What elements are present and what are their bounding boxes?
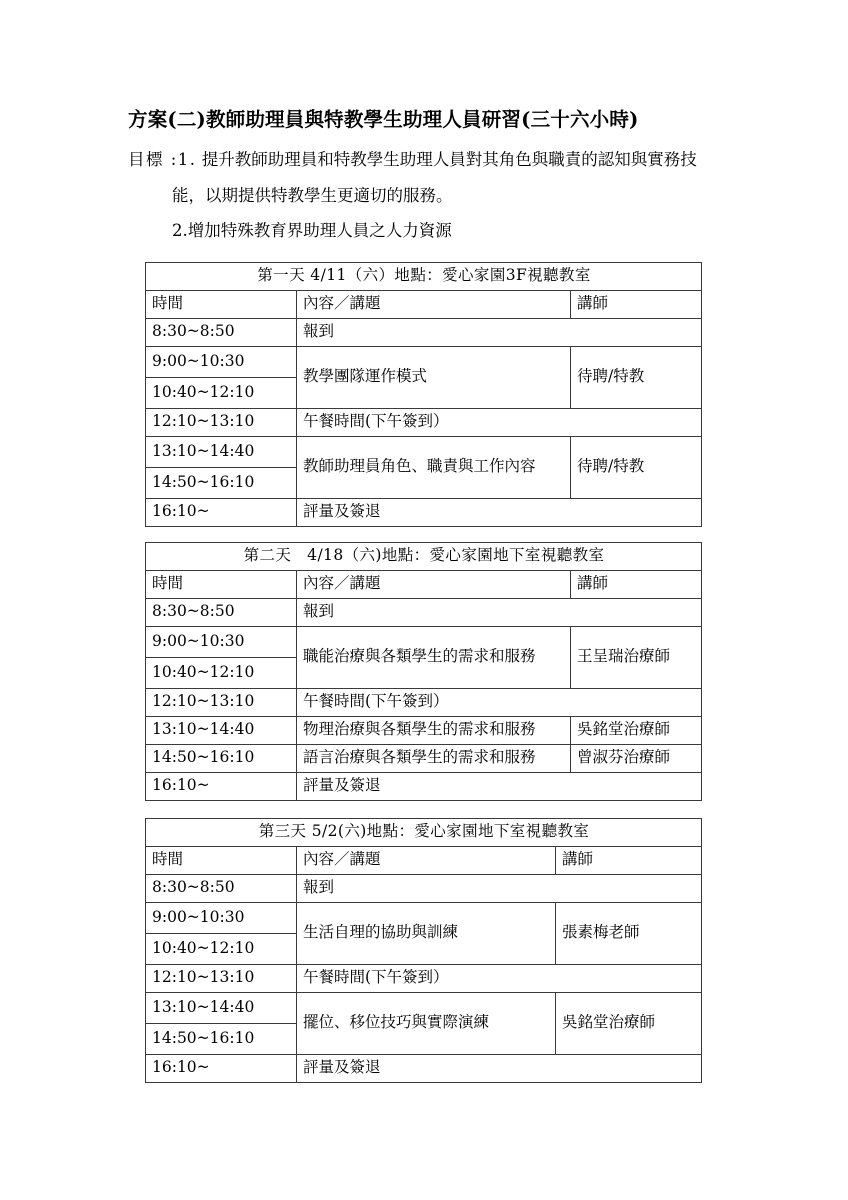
cell-time: 9:00~10:30 (146, 903, 297, 934)
cell-content: 報到 (297, 599, 702, 627)
cell-lecturer: 張素梅老師 (556, 903, 702, 965)
objective-item-2: 2.增加特殊教育界助理人員之人力資源 (172, 221, 452, 240)
table-row (146, 903, 702, 934)
table-header-row (146, 847, 702, 875)
cell-time: 14:50~16:10 (146, 468, 297, 499)
table-row (146, 437, 702, 468)
column-header-time: 時間 (146, 571, 297, 599)
cell-content: 報到 (297, 319, 702, 347)
objective-item-1 (128, 152, 718, 169)
column-header-time: 時間 (146, 291, 297, 319)
cell-time: 8:30~8:50 (146, 875, 297, 903)
cell-content: 評量及簽退 (297, 499, 702, 527)
cell-lecturer: 吳銘堂治療師 (556, 993, 702, 1055)
column-header-content: 內容／講題 (297, 847, 556, 875)
objective-label: 目標 :1. (128, 150, 197, 169)
table-row (146, 993, 702, 1024)
column-header-lecturer: 講師 (571, 291, 702, 319)
cell-time: 14:50~16:10 (146, 1024, 297, 1055)
objective-item-1-cont: 能，以期提供特教學生更適切的服務。 (172, 185, 453, 205)
column-header-lecturer: 講師 (571, 571, 702, 599)
objectives-block (128, 152, 718, 240)
cell-content: 報到 (297, 875, 702, 903)
cell-content: 語言治療與各類學生的需求和服務 (297, 745, 571, 773)
table-row (146, 875, 702, 903)
cell-content: 評量及簽退 (297, 1055, 702, 1083)
table-row (146, 1055, 702, 1083)
cell-time: 10:40~12:10 (146, 378, 297, 409)
cell-content: 評量及簽退 (297, 773, 702, 801)
table-header-row (146, 291, 702, 319)
table-row (146, 773, 702, 801)
page-title: 方案(二)教師助理員與特教學生助理人員研習(三十六小時) (128, 108, 639, 131)
cell-time: 9:00~10:30 (146, 347, 297, 378)
cell-time: 13:10~14:40 (146, 437, 297, 468)
cell-lecturer: 曾淑芬治療師 (571, 745, 702, 773)
cell-lecturer: 王呈瑞治療師 (571, 627, 702, 689)
cell-time: 14:50~16:10 (146, 745, 297, 773)
table-row (146, 599, 702, 627)
table-row (146, 965, 702, 993)
table-caption-row (146, 543, 702, 571)
table-row (146, 499, 702, 527)
table-row (146, 745, 702, 773)
column-header-content: 內容／講題 (297, 291, 571, 319)
table-caption: 第三天 5/2(六)地點：愛心家園地下室視聽教室 (146, 819, 702, 847)
cell-time: 10:40~12:10 (146, 658, 297, 689)
objective-text-1: 提升教師助理員和特教學生助理人員對其角色與職責的認知與實務技 (201, 150, 697, 169)
table-row (146, 319, 702, 347)
column-header-content: 內容／講題 (297, 571, 571, 599)
cell-content: 物理治療與各類學生的需求和服務 (297, 717, 571, 745)
schedule-table-day1 (145, 262, 702, 527)
cell-lecturer: 待聘/特教 (571, 437, 702, 499)
cell-lecturer: 吳銘堂治療師 (571, 717, 702, 745)
cell-time: 13:10~14:40 (146, 993, 297, 1024)
table-row (146, 627, 702, 658)
cell-time: 10:40~12:10 (146, 934, 297, 965)
cell-time: 8:30~8:50 (146, 599, 297, 627)
schedule-table-day2 (145, 542, 702, 801)
table-row (146, 717, 702, 745)
cell-content: 職能治療與各類學生的需求和服務 (297, 627, 571, 689)
cell-time: 12:10~13:10 (146, 409, 297, 437)
cell-time: 8:30~8:50 (146, 319, 297, 347)
cell-time: 16:10~ (146, 499, 297, 527)
cell-time: 12:10~13:10 (146, 965, 297, 993)
column-header-lecturer: 講師 (556, 847, 702, 875)
cell-time: 16:10~ (146, 1055, 297, 1083)
cell-content: 教師助理員角色、職責與工作內容 (297, 437, 571, 499)
cell-time: 16:10~ (146, 773, 297, 801)
cell-content: 午餐時間(下午簽到） (297, 409, 702, 437)
cell-content: 擺位、移位技巧與實際演練 (297, 993, 556, 1055)
table-header-row (146, 571, 702, 599)
cell-time: 9:00~10:30 (146, 627, 297, 658)
table-row (146, 347, 702, 378)
cell-time: 12:10~13:10 (146, 689, 297, 717)
cell-lecturer: 待聘/特教 (571, 347, 702, 409)
table-row (146, 409, 702, 437)
table-caption: 第一天 4/11（六）地點：愛心家園3F視聽教室 (146, 263, 702, 291)
schedule-table-day3 (145, 818, 702, 1083)
cell-content: 午餐時間(下午簽到） (297, 689, 702, 717)
cell-content: 午餐時間(下午簽到） (297, 965, 702, 993)
column-header-time: 時間 (146, 847, 297, 875)
table-caption-row (146, 263, 702, 291)
cell-content: 生活自理的協助與訓練 (297, 903, 556, 965)
table-caption-row (146, 819, 702, 847)
cell-content: 教學團隊運作模式 (297, 347, 571, 409)
cell-time: 13:10~14:40 (146, 717, 297, 745)
table-row (146, 689, 702, 717)
table-caption: 第二天 4/18（六)地點：愛心家園地下室視聽教室 (146, 543, 702, 571)
